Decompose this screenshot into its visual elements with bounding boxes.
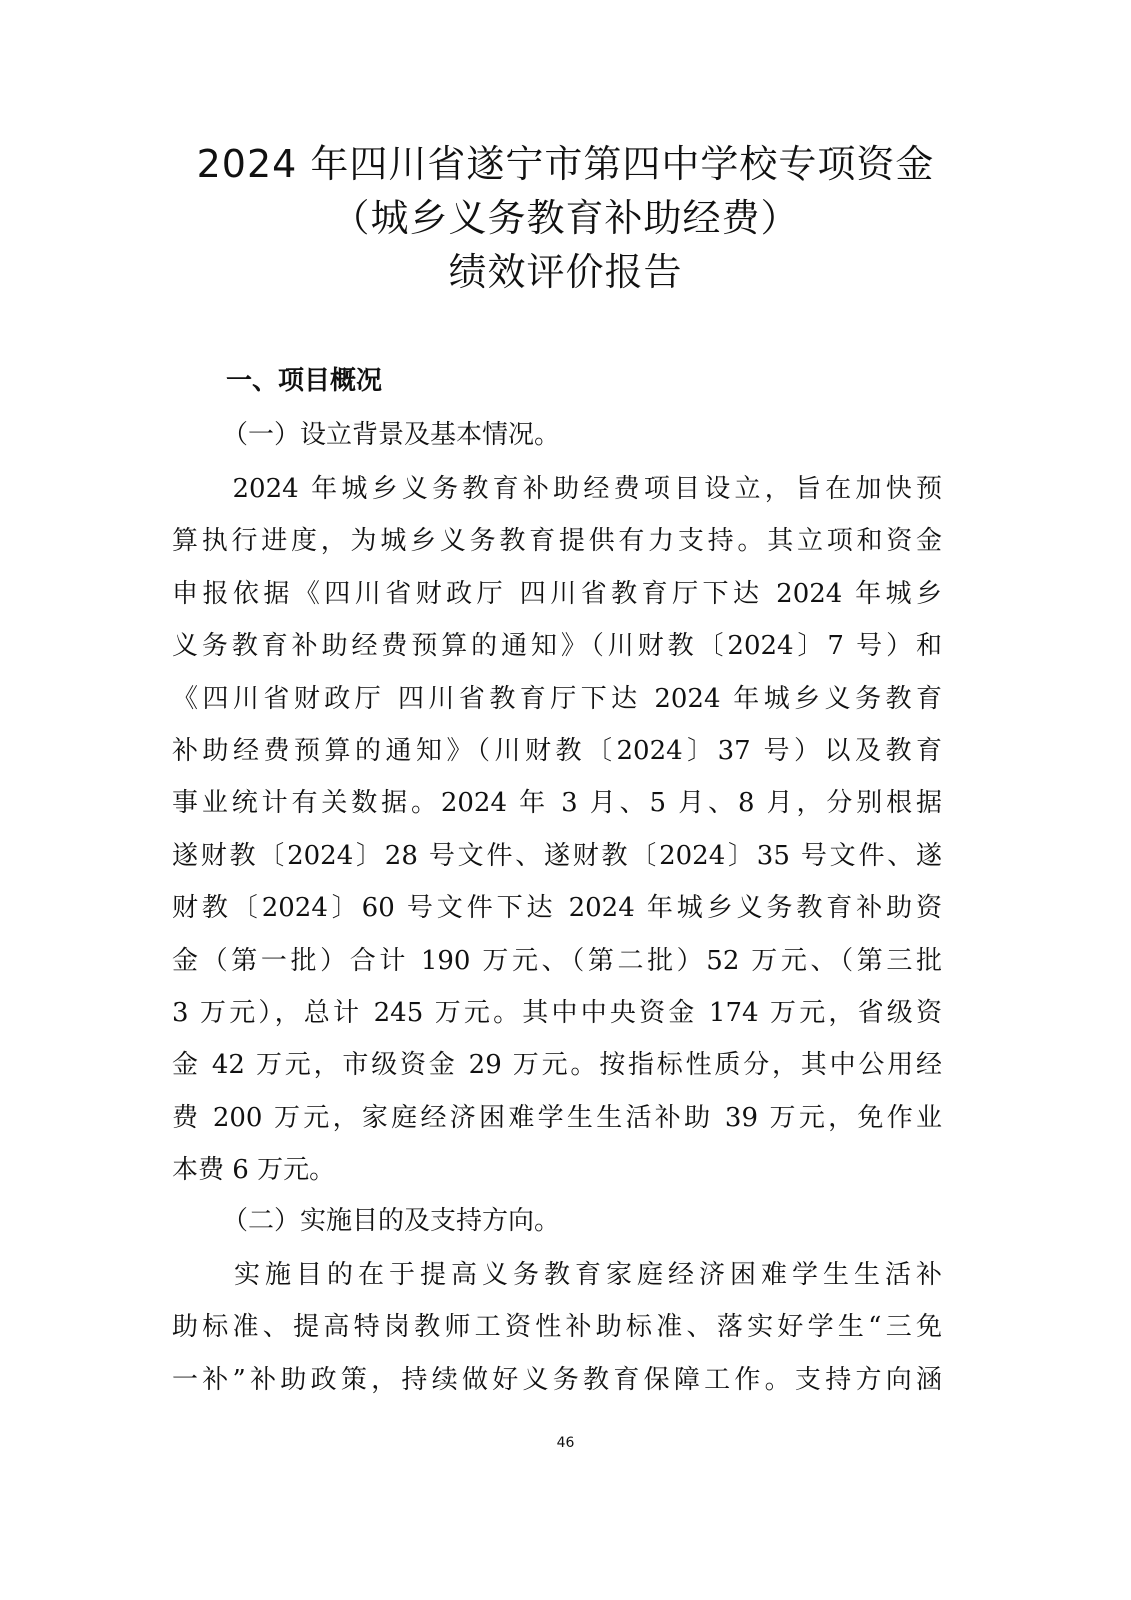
- paragraph-line: 义务教育补助经费预算的通知》（川财教〔2024〕7 号）和: [172, 631, 942, 662]
- page-number: 46: [556, 1435, 575, 1451]
- paragraph-line: 申报依据《四川省财政厅 四川省教育厅下达 2024 年城乡: [172, 578, 942, 609]
- paragraph-line: 一补”补助政策，持续做好义务教育保障工作。支持方向涵: [172, 1364, 942, 1395]
- title-line-3: 绩效评价报告: [448, 250, 683, 294]
- paragraph-line: 财教〔2024〕60 号文件下达 2024 年城乡义务教育补助资: [172, 893, 942, 924]
- title-line-2: （城乡义务教育补助经费）: [331, 196, 800, 240]
- paragraph-line: 金（第一批）合计 190 万元、（第二批）52 万元、（第三批: [172, 945, 942, 976]
- title-line-1: 2024 年四川省遂宁市第四中学校专项资金: [196, 142, 935, 186]
- paragraph-line: 事业统计有关数据。2024 年 3 月、5 月、8 月，分别根据: [172, 788, 942, 819]
- paragraph-line: 3 万元），总计 245 万元。其中中央资金 174 万元，省级资: [172, 997, 942, 1028]
- paragraph-line: 2024 年城乡义务教育补助经费项目设立，旨在加快预: [172, 474, 942, 504]
- paragraph-line: 《四川省财政厅 四川省教育厅下达 2024 年城乡义务教育: [172, 683, 942, 714]
- paragraph-line: 算执行进度，为城乡义务教育提供有力支持。其立项和资金: [172, 526, 942, 557]
- paragraph-line: 助标准、提高特岗教师工资性补助标准、落实好学生“三免: [172, 1312, 942, 1343]
- paragraph-background: [172, 463, 942, 1196]
- subsection-heading-purpose: （二）实施目的及支持方向。: [222, 1206, 561, 1236]
- section-heading-project-overview: 一、项目概况: [226, 366, 383, 396]
- paragraph-line: 费 200 万元，家庭经济困难学生生活补助 39 万元，免作业: [172, 1102, 942, 1133]
- paragraph-line: 金 42 万元，市级资金 29 万元。按指标性质分，其中公用经: [172, 1050, 942, 1081]
- paragraph-line: 本费 6 万元。: [172, 1155, 336, 1186]
- paragraph-purpose: [172, 1249, 942, 1406]
- paragraph-line: 补助经费预算的通知》（川财教〔2024〕37 号）以及教育: [172, 735, 942, 766]
- subsection-heading-background: （一）设立背景及基本情况。: [222, 420, 561, 450]
- paragraph-line: 实施目的在于提高义务教育家庭经济困难学生生活补: [172, 1260, 942, 1290]
- paragraph-line: 遂财教〔2024〕28 号文件、遂财教〔2024〕35 号文件、遂: [172, 840, 942, 871]
